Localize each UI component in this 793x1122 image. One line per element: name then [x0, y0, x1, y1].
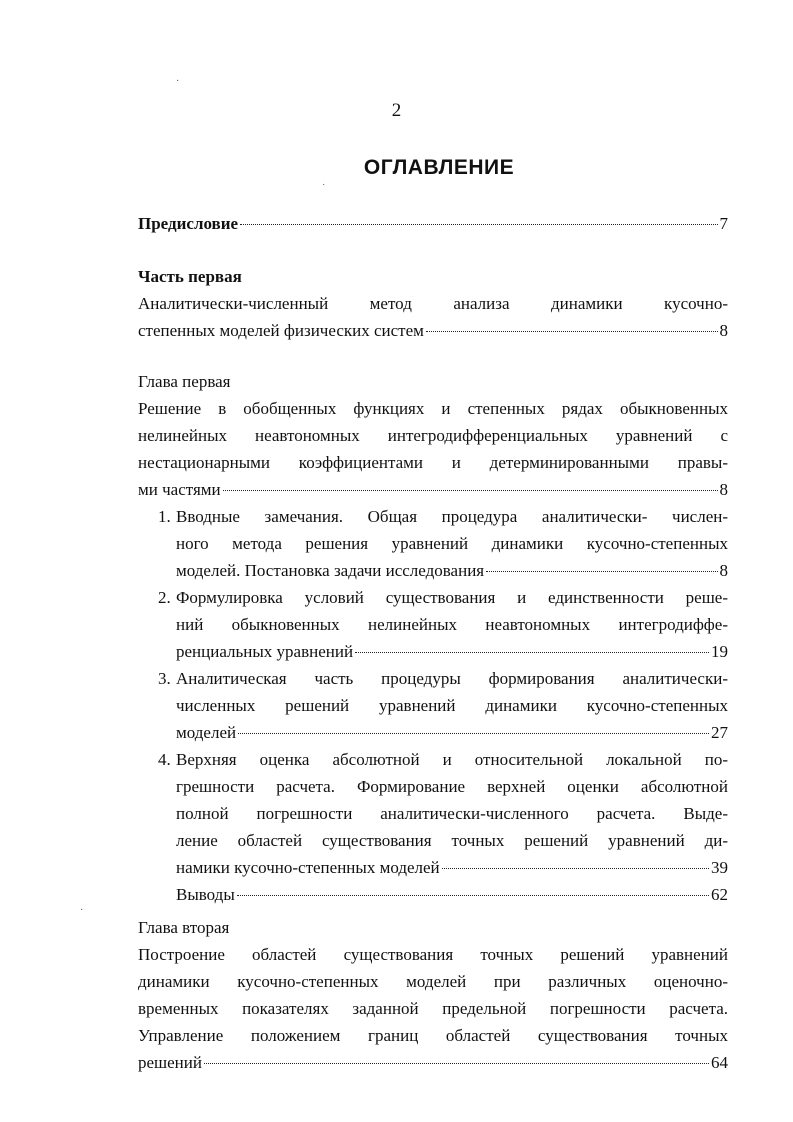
- toc-part-one[interactable]: [138, 263, 728, 344]
- toc-page-number: 64: [711, 1053, 728, 1072]
- toc-entry-line: нелинейных неавтономных интегродифференциальных уравнений с: [138, 426, 728, 445]
- toc-entry-line: Управление положением границ областей существования точных: [138, 1026, 728, 1045]
- toc-entry-line: ний обыкновенных нелинейных неавтономных интегродиффе-: [176, 615, 728, 634]
- toc-entry-preface[interactable]: [138, 210, 728, 237]
- toc-entry-label: Выводы: [176, 885, 235, 904]
- toc-page-number: 62: [711, 885, 728, 904]
- dot-leader: [237, 895, 709, 896]
- chapter-heading: Глава вторая: [138, 918, 230, 937]
- toc-entry-label: степенных моделей физических систем: [138, 321, 424, 340]
- toc-section-2[interactable]: [138, 584, 728, 665]
- dot-leader: [204, 1063, 709, 1064]
- page-number: 2: [391, 100, 402, 121]
- toc-entry-line: Формулировка условий существования и единственности реше-: [176, 588, 728, 607]
- dot-leader: [426, 331, 718, 332]
- toc-entry-line: ного метода решения уравнений динамики кусочно-степенных: [176, 534, 728, 553]
- toc-entry-line: ление областей существования точных решений уравнений ди-: [176, 831, 728, 850]
- section-number: 1.: [158, 507, 171, 526]
- toc-page-number: 19: [711, 642, 728, 661]
- toc-entry-label: ми частями: [138, 480, 221, 499]
- section-number: 4.: [158, 750, 171, 769]
- toc-entry-line: Решение в обобщенных функциях и степенных рядах обыкновенных: [138, 399, 728, 418]
- toc-entry-line: Построение областей существования точных решений уравнений: [138, 945, 728, 964]
- toc-entry-line: нестационарными коэффициентами и детерминированными правы-: [138, 453, 728, 472]
- page-title: ОГЛАВЛЕНИЕ: [363, 156, 515, 179]
- dot-leader: [240, 224, 717, 225]
- toc-chapter-two[interactable]: [138, 914, 728, 1076]
- toc-page-number: 8: [719, 561, 728, 580]
- scan-speck: ·: [176, 76, 180, 87]
- dot-leader: [486, 571, 717, 572]
- toc-entry-line: временных показателях заданной предельной погрешности расчета.: [138, 999, 728, 1018]
- toc-chapter-one[interactable]: [138, 368, 728, 908]
- part-heading: Часть первая: [138, 267, 242, 286]
- toc-entry-label: ренциальных уравнений: [176, 642, 354, 661]
- toc-entry-line: Аналитически-численный метод анализа динамики кусочно-: [138, 294, 728, 313]
- toc-entry-label: моделей. Постановка задачи исследования: [176, 561, 485, 580]
- toc-entry-conclusions[interactable]: [176, 881, 728, 908]
- scan-speck: ·: [80, 905, 84, 916]
- toc-entry-line: Вводные замечания. Общая процедура аналитически- числен-: [176, 507, 728, 526]
- toc-entry-line: Аналитическая часть процедуры формирования аналитически-: [176, 669, 728, 688]
- toc-section-3[interactable]: [138, 665, 728, 746]
- dot-leader: [442, 868, 709, 869]
- toc-entry-line: Верхняя оценка абсолютной и относительной локальной по-: [176, 750, 728, 769]
- toc-entry-line: численных решений уравнений динамики кусочно-степенных: [176, 696, 728, 715]
- toc-entry-line: грешности расчета. Формирование верхней оценки абсолютной: [176, 777, 728, 796]
- toc-section-1[interactable]: [138, 503, 728, 584]
- toc-entry-label: решений: [138, 1053, 202, 1072]
- toc-page-number: 8: [719, 480, 728, 499]
- dot-leader: [355, 652, 709, 653]
- toc-page-number: 8: [719, 321, 728, 340]
- toc-entry-label: Предисловие: [138, 214, 239, 233]
- toc-page-number: 39: [711, 858, 728, 877]
- section-number: 2.: [158, 588, 171, 607]
- section-number: 3.: [158, 669, 171, 688]
- scan-speck: ˙: [322, 183, 326, 194]
- toc-entry-label: моделей: [176, 723, 237, 742]
- toc-section-4[interactable]: [138, 746, 728, 908]
- dot-leader: [238, 733, 709, 734]
- toc-page-number: 7: [719, 214, 728, 233]
- toc-entry-line: полной погрешности аналитически-численного расчета. Выде-: [176, 804, 728, 823]
- dot-leader: [223, 490, 718, 491]
- chapter-heading: Глава первая: [138, 372, 231, 391]
- toc-entry-line: динамики кусочно-степенных моделей при различных оценочно-: [138, 972, 728, 991]
- toc-page-number: 27: [711, 723, 728, 742]
- toc-entry-label: намики кусочно-степенных моделей: [176, 858, 440, 877]
